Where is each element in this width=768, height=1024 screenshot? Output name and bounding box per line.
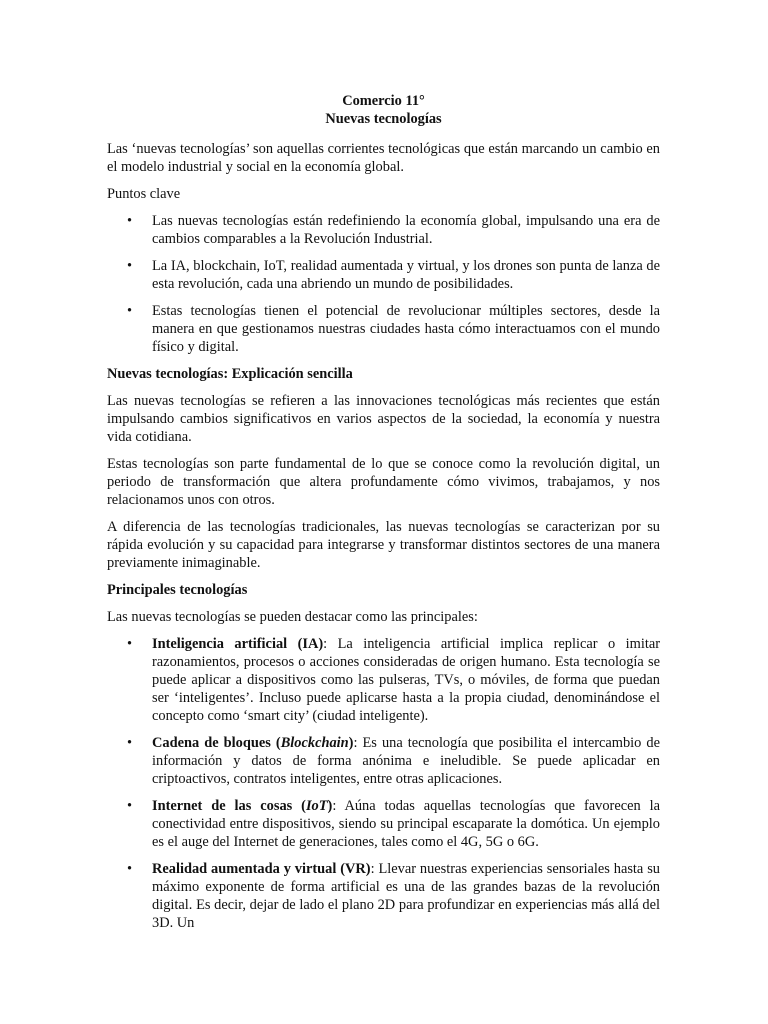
term-prefix: Cadena de bloques ( xyxy=(152,735,281,751)
intro-paragraph: Las ‘nuevas tecnologías’ son aquellas corrientes tecnológicas que están marcando un cambio en el modelo industrial y social en la economía global. xyxy=(107,141,660,175)
list-item-text: La IA, blockchain, IoT, realidad aumentada y virtual, y los drones son punta de lanza de esta revolución, cada una abriendo un mundo de posibilidades. xyxy=(152,258,660,292)
section-heading-technologies: Principales tecnologías xyxy=(107,582,248,598)
document-page xyxy=(107,92,660,941)
term-italic: IoT xyxy=(305,798,328,814)
bullet-glyph: • xyxy=(127,213,133,229)
bullet-glyph: • xyxy=(127,258,133,274)
term-name xyxy=(152,798,332,814)
title-line-topic: Nuevas tecnologías xyxy=(325,111,442,127)
term-prefix: Internet de las cosas ( xyxy=(152,798,306,814)
term-name xyxy=(152,735,353,751)
key-points-label: Puntos clave xyxy=(107,186,181,202)
list-item xyxy=(107,635,660,725)
list-item-text: Estas tecnologías tienen el potencial de revolucionar múltiples sectores, desde la manera en que gestionamos nuestras ciudades hasta cómo interactuamos con el mundo físico y digital. xyxy=(152,303,660,355)
document-title xyxy=(107,92,660,128)
bullet-glyph: • xyxy=(127,735,133,751)
list-item xyxy=(107,734,660,788)
term-description: : Llevar nuestras experiencias sensoriales hasta su máximo exponente de forma artificial es una de las grandes bazas de la revolución digital. Es decir, dejar de lado el plano 2D para profundizar en experiencias más allá del 3D. Un xyxy=(152,861,660,931)
bullet-glyph: • xyxy=(127,303,133,319)
bullet-glyph: • xyxy=(127,861,133,877)
term-name: Realidad aumentada y virtual (VR) xyxy=(152,861,371,877)
body-paragraph: A diferencia de las tecnologías tradicionales, las nuevas tecnologías se caracterizan por su rápida evolución y su capacidad para integrarse y transformar distintos sectores de una manera previamente inimaginable. xyxy=(107,519,660,571)
term-name: Inteligencia artificial (IA) xyxy=(152,636,324,652)
bullet-glyph: • xyxy=(127,636,133,652)
term-suffix: ) xyxy=(327,798,333,814)
technologies-intro: Las nuevas tecnologías se pueden destacar como las principales: xyxy=(107,609,478,625)
list-item xyxy=(107,257,660,293)
list-item xyxy=(107,797,660,851)
body-paragraph: Las nuevas tecnologías se refieren a las innovaciones tecnológicas más recientes que están impulsando cambios significativos en varios aspectos de la sociedad, la economía y nuestra vida cotidiana. xyxy=(107,393,660,445)
term-description: : La inteligencia artificial implica replicar o imitar razonamientos, procesos o acciones consideradas de origen humano. Esta tecnología se puede aplicar a dispositivos como las pulseras, TVs, o móviles, de forma que puedan ser ‘inteligentes’. Incluso puede aplicarse hasta a la propia ciudad, denominándose el concepto como ‘smart city’ (ciudad inteligente). xyxy=(152,636,660,724)
list-item xyxy=(107,212,660,248)
term-suffix: ) xyxy=(348,735,354,751)
key-points-list xyxy=(107,212,660,356)
list-item xyxy=(107,860,660,932)
term-description: : Es una tecnología que posibilita el intercambio de información y datos de forma anónima e ineludible. Se puede aplicadar en criptoactivos, contratos inteligentes, entre otras aplicaciones. xyxy=(152,735,660,787)
body-paragraph: Estas tecnologías son parte fundamental de lo que se conoce como la revolución digital, un periodo de transformación que altera profundamente cómo vivimos, trabajamos, y nos relacionamos unos con otros. xyxy=(107,456,660,508)
list-item-text: Las nuevas tecnologías están redefiniendo la economía global, impulsando una era de cambios comparables a la Revolución Industrial. xyxy=(152,213,660,247)
section-heading-explanation: Nuevas tecnologías: Explicación sencilla xyxy=(107,366,353,382)
title-line-course: Comercio 11° xyxy=(342,93,425,109)
term-description: : Aúna todas aquellas tecnologías que favorecen la conectividad entre dispositivos, siendo su principal escaparate la domótica. Un ejemplo es el auge del Internet de generaciones, tales como el 4G, 5G o 6G. xyxy=(152,798,660,850)
technologies-list xyxy=(107,635,660,932)
term-italic: Blockchain xyxy=(280,735,349,751)
bullet-glyph: • xyxy=(127,798,133,814)
list-item xyxy=(107,302,660,356)
